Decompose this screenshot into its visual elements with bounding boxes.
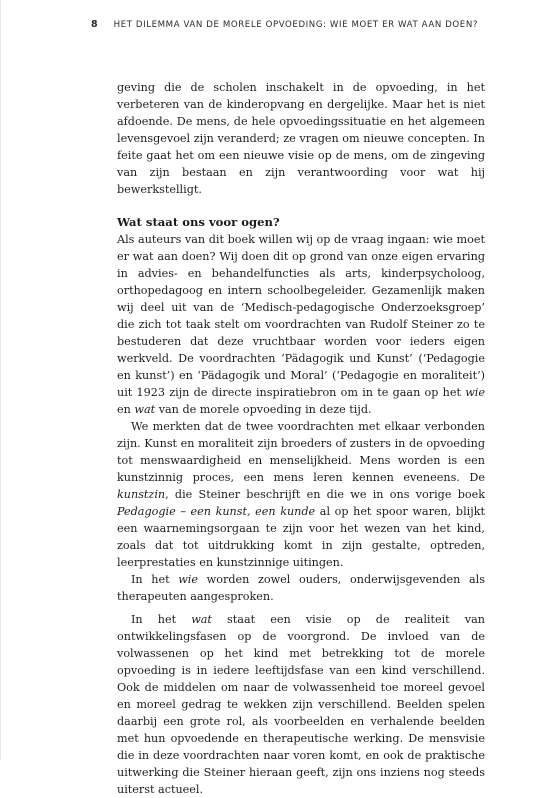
paragraph-text: staat een visie op de realiteit van ontwikkelingsfasen op de voorgrond. De invloed van de volwassenen op het kind met betrekking tot de morele opvoeding is in iedere leeftijdsfase van een kind verschillend. Ook de middelen om naar de volwassenheid toe moreel gevoel en moreel gedrag te wekken zijn verschillend. Beelden spelen daarbij een grote rol, als voorbeelden en verhalende beelden met hun opvoedende en therapeutische werking. De mensvisie die in deze voordrachten naar voren komt, en ook de praktische uitwerking die Steiner hieraan geeft, zijn ons inziens nog steeds uiterst actueel. <box>117 613 485 796</box>
paragraph-text: worden zowel ouders, onderwijsgevenden als therapeuten aangesproken. <box>117 573 485 603</box>
paragraph-who <box>117 571 485 605</box>
paragraph-text: al op het spoor waren, blijkt een waarnemingsorgaan te zijn voor het wezen van het kind, zoals dat tot uitdrukking komt in zijn gestalte, optreden, leerprestaties en kunstzinnige uitingen. <box>117 505 485 569</box>
paragraph-text: Als auteurs van dit boek willen wij op de vraag ingaan: wie moet er wat aan doen? Wij doen dit op grond van onze eigen ervaring in advies- en behandelfuncties als arts, kinderpsycholoog, orthopedagoog en intern schoolbegeleider. Gezamenlijk maken wij deel uit van de ‘Medisch-pedagogische Onderzoeksgroep’ die zich tot taak stelt om voordrachten van Rudolf Steiner zo te bestuderen dat deze vruchtbaar worden voor ieders eigen werkveld. De voordrachten ‘Pädagogik und Kunst’ (‘Pedagogie en kunst’) en ‘Pädagogik und Moral’ (‘Pedagogie en moraliteit’) uit 1923 zijn de directe inspiratiebron om in te gaan op het <box>117 233 485 399</box>
emphasis-wat: wat <box>191 613 212 626</box>
emphasis-wie: wie <box>465 386 485 399</box>
section-heading: Wat staat ons voor ogen? <box>117 215 280 229</box>
paragraph-text: In het <box>131 573 179 586</box>
page-number: 8 <box>91 19 98 30</box>
paragraph-text: en <box>117 403 135 416</box>
paragraph-text: In het <box>131 613 192 626</box>
running-title: HET DILEMMA VAN DE MORELE OPVOEDING: WIE MOET ER WAT AAN DOEN? <box>113 20 479 30</box>
emphasis-wat: wat <box>134 403 156 416</box>
paragraph-text: We merkten dat de twee voordrachten met elkaar verbonden zijn. Kunst en moraliteit zijn broeders of zusters in de opvoeding tot menswaardigheid en menselijkheid. Mens worden is een kunstzinnig proces, een mens leren kennen eveneens. De <box>117 420 485 484</box>
emphasis-kunstzin: kunstzin <box>117 488 166 501</box>
paragraph-authors <box>117 231 485 418</box>
body-text <box>117 79 485 798</box>
paragraph-art-morality <box>117 418 485 571</box>
paragraph-text: , die Steiner beschrijft en die we in ons vorige boek <box>165 488 485 501</box>
book-title: Pedagogie – een kunst, een kunde <box>117 505 316 518</box>
paragraph-text: van de morele opvoeding in deze tijd. <box>155 403 372 416</box>
paragraph-continuation: geving die de scholen inschakelt in de opvoeding, in het verbeteren van de kinderopvang en dergelijke. Maar het is niet afdoende. De mens, de hele opvoedingssituatie en het algemeen levensgevoel zijn veranderd; ze vragen om nieuwe concepten. In feite gaat het om een nieuwe visie op de mens, om de zingeving van zijn bestaan en zijn verantwoording voor wat hij bewerkstelligt. <box>117 81 485 196</box>
paragraph-what <box>117 611 485 798</box>
emphasis-wie: wie <box>178 573 199 586</box>
running-header <box>91 19 478 30</box>
